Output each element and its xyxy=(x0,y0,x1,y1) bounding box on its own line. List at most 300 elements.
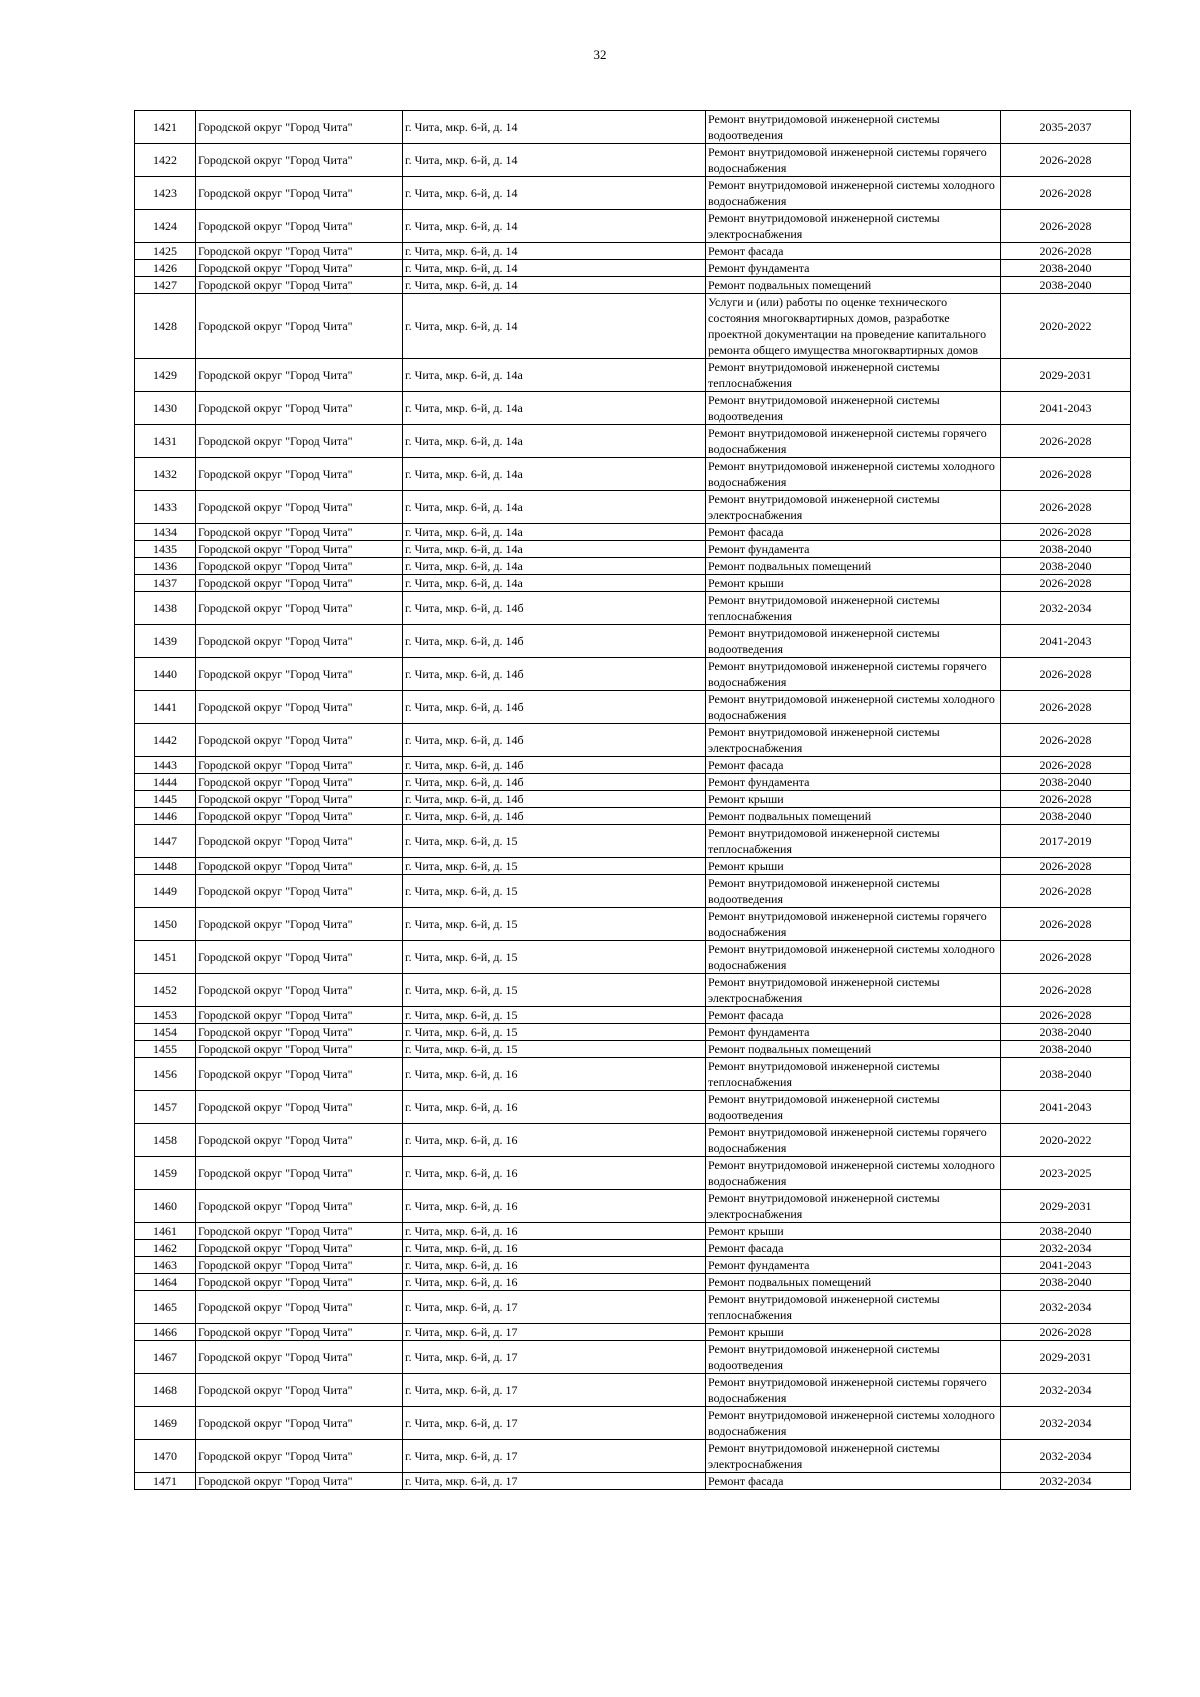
work-type-cell: Ремонт внутридомовой инженерной системы холодного водоснабжения xyxy=(706,1407,1001,1440)
address-cell: г. Чита, мкр. 6-й, д. 14 xyxy=(403,294,706,359)
period-cell: 2026-2028 xyxy=(1001,575,1131,592)
row-number: 1428 xyxy=(135,294,196,359)
municipality-cell: Городской округ "Город Чита" xyxy=(196,625,403,658)
table-row xyxy=(135,1291,1131,1324)
municipality-cell: Городской округ "Город Чита" xyxy=(196,144,403,177)
municipality-cell: Городской округ "Город Чита" xyxy=(196,277,403,294)
row-number: 1429 xyxy=(135,359,196,392)
work-type-cell: Ремонт внутридомовой инженерной системы холодного водоснабжения xyxy=(706,458,1001,491)
work-type-cell: Ремонт подвальных помещений xyxy=(706,277,1001,294)
municipality-cell: Городской округ "Город Чита" xyxy=(196,1157,403,1190)
address-cell: г. Чита, мкр. 6-й, д. 14а xyxy=(403,359,706,392)
work-type-cell: Ремонт фасада xyxy=(706,1240,1001,1257)
table-row xyxy=(135,425,1131,458)
period-cell: 2020-2022 xyxy=(1001,294,1131,359)
address-cell: г. Чита, мкр. 6-й, д. 14б xyxy=(403,724,706,757)
row-number: 1464 xyxy=(135,1274,196,1291)
row-number: 1459 xyxy=(135,1157,196,1190)
period-cell: 2029-2031 xyxy=(1001,1190,1131,1223)
municipality-cell: Городской округ "Город Чита" xyxy=(196,1324,403,1341)
work-type-cell: Ремонт фундамента xyxy=(706,774,1001,791)
work-type-cell: Ремонт подвальных помещений xyxy=(706,808,1001,825)
address-cell: г. Чита, мкр. 6-й, д. 15 xyxy=(403,974,706,1007)
row-number: 1449 xyxy=(135,875,196,908)
period-cell: 2032-2034 xyxy=(1001,1240,1131,1257)
table-row xyxy=(135,1274,1131,1291)
table-row xyxy=(135,1257,1131,1274)
period-cell: 2038-2040 xyxy=(1001,541,1131,558)
row-number: 1436 xyxy=(135,558,196,575)
table-row xyxy=(135,491,1131,524)
address-cell: г. Чита, мкр. 6-й, д. 14 xyxy=(403,260,706,277)
table-row xyxy=(135,791,1131,808)
work-type-cell: Ремонт внутридомовой инженерной системы теплоснабжения xyxy=(706,359,1001,392)
address-cell: г. Чита, мкр. 6-й, д. 14а xyxy=(403,458,706,491)
work-type-cell: Ремонт внутридомовой инженерной системы теплоснабжения xyxy=(706,1291,1001,1324)
municipality-cell: Городской округ "Город Чита" xyxy=(196,974,403,1007)
address-cell: г. Чита, мкр. 6-й, д. 14 xyxy=(403,243,706,260)
municipality-cell: Городской округ "Город Чита" xyxy=(196,1124,403,1157)
work-type-cell: Ремонт внутридомовой инженерной системы водоотведения xyxy=(706,1341,1001,1374)
period-cell: 2041-2043 xyxy=(1001,1257,1131,1274)
row-number: 1448 xyxy=(135,858,196,875)
municipality-cell: Городской округ "Город Чита" xyxy=(196,575,403,592)
period-cell: 2038-2040 xyxy=(1001,277,1131,294)
municipality-cell: Городской округ "Город Чита" xyxy=(196,359,403,392)
work-type-cell: Ремонт фасада xyxy=(706,1007,1001,1024)
row-number: 1453 xyxy=(135,1007,196,1024)
address-cell: г. Чита, мкр. 6-й, д. 15 xyxy=(403,1007,706,1024)
period-cell: 2026-2028 xyxy=(1001,243,1131,260)
table-row xyxy=(135,1374,1131,1407)
period-cell: 2032-2034 xyxy=(1001,592,1131,625)
address-cell: г. Чита, мкр. 6-й, д. 17 xyxy=(403,1440,706,1473)
municipality-cell: Городской округ "Город Чита" xyxy=(196,825,403,858)
row-number: 1422 xyxy=(135,144,196,177)
row-number: 1424 xyxy=(135,210,196,243)
address-cell: г. Чита, мкр. 6-й, д. 14а xyxy=(403,491,706,524)
municipality-cell: Городской округ "Город Чита" xyxy=(196,1440,403,1473)
work-type-cell: Ремонт внутридомовой инженерной системы теплоснабжения xyxy=(706,1058,1001,1091)
row-number: 1471 xyxy=(135,1473,196,1490)
address-cell: г. Чита, мкр. 6-й, д. 15 xyxy=(403,875,706,908)
table-row xyxy=(135,144,1131,177)
municipality-cell: Городской округ "Город Чита" xyxy=(196,1291,403,1324)
address-cell: г. Чита, мкр. 6-й, д. 16 xyxy=(403,1091,706,1124)
work-type-cell: Ремонт внутридомовой инженерной системы водоотведения xyxy=(706,111,1001,144)
table-row xyxy=(135,210,1131,243)
period-cell: 2026-2028 xyxy=(1001,908,1131,941)
table-row xyxy=(135,1041,1131,1058)
address-cell: г. Чита, мкр. 6-й, д. 14б xyxy=(403,808,706,825)
table-row xyxy=(135,691,1131,724)
table-row xyxy=(135,1440,1131,1473)
table-row xyxy=(135,1091,1131,1124)
work-type-cell: Ремонт подвальных помещений xyxy=(706,1274,1001,1291)
period-cell: 2026-2028 xyxy=(1001,458,1131,491)
period-cell: 2035-2037 xyxy=(1001,111,1131,144)
address-cell: г. Чита, мкр. 6-й, д. 14б xyxy=(403,757,706,774)
address-cell: г. Чита, мкр. 6-й, д. 14б xyxy=(403,774,706,791)
period-cell: 2038-2040 xyxy=(1001,1058,1131,1091)
address-cell: г. Чита, мкр. 6-й, д. 16 xyxy=(403,1257,706,1274)
table-row xyxy=(135,1240,1131,1257)
table-row xyxy=(135,625,1131,658)
row-number: 1431 xyxy=(135,425,196,458)
period-cell: 2026-2028 xyxy=(1001,791,1131,808)
row-number: 1457 xyxy=(135,1091,196,1124)
row-number: 1460 xyxy=(135,1190,196,1223)
municipality-cell: Городской округ "Город Чита" xyxy=(196,1041,403,1058)
address-cell: г. Чита, мкр. 6-й, д. 14б xyxy=(403,658,706,691)
address-cell: г. Чита, мкр. 6-й, д. 14 xyxy=(403,111,706,144)
work-type-cell: Ремонт фундамента xyxy=(706,260,1001,277)
table-row xyxy=(135,177,1131,210)
address-cell: г. Чита, мкр. 6-й, д. 15 xyxy=(403,908,706,941)
period-cell: 2026-2028 xyxy=(1001,941,1131,974)
table-row xyxy=(135,294,1131,359)
work-type-cell: Ремонт фасада xyxy=(706,243,1001,260)
period-cell: 2038-2040 xyxy=(1001,1223,1131,1240)
table-row xyxy=(135,1407,1131,1440)
period-cell: 2038-2040 xyxy=(1001,558,1131,575)
municipality-cell: Городской округ "Город Чита" xyxy=(196,1024,403,1041)
municipality-cell: Городской округ "Город Чита" xyxy=(196,1058,403,1091)
municipality-cell: Городской округ "Город Чита" xyxy=(196,658,403,691)
row-number: 1423 xyxy=(135,177,196,210)
municipality-cell: Городской округ "Город Чита" xyxy=(196,757,403,774)
municipality-cell: Городской округ "Город Чита" xyxy=(196,491,403,524)
address-cell: г. Чита, мкр. 6-й, д. 16 xyxy=(403,1240,706,1257)
address-cell: г. Чита, мкр. 6-й, д. 17 xyxy=(403,1341,706,1374)
address-cell: г. Чита, мкр. 6-й, д. 14 xyxy=(403,144,706,177)
municipality-cell: Городской округ "Город Чита" xyxy=(196,260,403,277)
table-row xyxy=(135,458,1131,491)
work-type-cell: Услуги и (или) работы по оценке технического состояния многоквартирных домов, разработке проектной документации на проведение капитального ремонта общего имущества многоквартирных домов xyxy=(706,294,1001,359)
municipality-cell: Городской округ "Город Чита" xyxy=(196,558,403,575)
municipality-cell: Городской округ "Город Чита" xyxy=(196,1257,403,1274)
row-number: 1421 xyxy=(135,111,196,144)
row-number: 1466 xyxy=(135,1324,196,1341)
work-type-cell: Ремонт внутридомовой инженерной системы теплоснабжения xyxy=(706,825,1001,858)
address-cell: г. Чита, мкр. 6-й, д. 17 xyxy=(403,1374,706,1407)
table-row xyxy=(135,359,1131,392)
address-cell: г. Чита, мкр. 6-й, д. 14б xyxy=(403,791,706,808)
work-type-cell: Ремонт внутридомовой инженерной системы электроснабжения xyxy=(706,491,1001,524)
row-number: 1462 xyxy=(135,1240,196,1257)
period-cell: 2026-2028 xyxy=(1001,724,1131,757)
municipality-cell: Городской округ "Город Чита" xyxy=(196,875,403,908)
period-cell: 2038-2040 xyxy=(1001,1024,1131,1041)
row-number: 1440 xyxy=(135,658,196,691)
period-cell: 2026-2028 xyxy=(1001,144,1131,177)
row-number: 1468 xyxy=(135,1374,196,1407)
work-type-cell: Ремонт фасада xyxy=(706,757,1001,774)
period-cell: 2026-2028 xyxy=(1001,858,1131,875)
table-row xyxy=(135,1024,1131,1041)
address-cell: г. Чита, мкр. 6-й, д. 16 xyxy=(403,1190,706,1223)
address-cell: г. Чита, мкр. 6-й, д. 17 xyxy=(403,1407,706,1440)
period-cell: 2032-2034 xyxy=(1001,1407,1131,1440)
municipality-cell: Городской округ "Город Чита" xyxy=(196,808,403,825)
period-cell: 2038-2040 xyxy=(1001,260,1131,277)
row-number: 1434 xyxy=(135,524,196,541)
address-cell: г. Чита, мкр. 6-й, д. 14 xyxy=(403,210,706,243)
period-cell: 2038-2040 xyxy=(1001,1041,1131,1058)
period-cell: 2026-2028 xyxy=(1001,658,1131,691)
municipality-cell: Городской округ "Город Чита" xyxy=(196,111,403,144)
address-cell: г. Чита, мкр. 6-й, д. 15 xyxy=(403,1024,706,1041)
municipality-cell: Городской округ "Город Чита" xyxy=(196,541,403,558)
work-type-cell: Ремонт внутридомовой инженерной системы горячего водоснабжения xyxy=(706,1124,1001,1157)
work-type-cell: Ремонт фундамента xyxy=(706,1024,1001,1041)
row-number: 1456 xyxy=(135,1058,196,1091)
row-number: 1443 xyxy=(135,757,196,774)
work-type-cell: Ремонт внутридомовой инженерной системы электроснабжения xyxy=(706,724,1001,757)
municipality-cell: Городской округ "Город Чита" xyxy=(196,1240,403,1257)
table-row xyxy=(135,1007,1131,1024)
table-row xyxy=(135,277,1131,294)
period-cell: 2041-2043 xyxy=(1001,625,1131,658)
row-number: 1441 xyxy=(135,691,196,724)
table-row xyxy=(135,1473,1131,1490)
municipality-cell: Городской округ "Город Чита" xyxy=(196,908,403,941)
work-type-cell: Ремонт внутридомовой инженерной системы электроснабжения xyxy=(706,210,1001,243)
address-cell: г. Чита, мкр. 6-й, д. 14б xyxy=(403,625,706,658)
municipality-cell: Городской округ "Город Чита" xyxy=(196,1091,403,1124)
table-row xyxy=(135,1190,1131,1223)
period-cell: 2026-2028 xyxy=(1001,177,1131,210)
row-number: 1465 xyxy=(135,1291,196,1324)
address-cell: г. Чита, мкр. 6-й, д. 14а xyxy=(403,392,706,425)
work-type-cell: Ремонт внутридомовой инженерной системы водоотведения xyxy=(706,392,1001,425)
municipality-cell: Городской округ "Город Чита" xyxy=(196,1407,403,1440)
work-type-cell: Ремонт крыши xyxy=(706,575,1001,592)
table-body xyxy=(135,111,1131,1490)
municipality-cell: Городской округ "Город Чита" xyxy=(196,858,403,875)
address-cell: г. Чита, мкр. 6-й, д. 16 xyxy=(403,1157,706,1190)
row-number: 1463 xyxy=(135,1257,196,1274)
work-type-cell: Ремонт крыши xyxy=(706,791,1001,808)
period-cell: 2038-2040 xyxy=(1001,808,1131,825)
municipality-cell: Городской округ "Город Чита" xyxy=(196,177,403,210)
table-row xyxy=(135,392,1131,425)
work-type-cell: Ремонт подвальных помещений xyxy=(706,1041,1001,1058)
table-row xyxy=(135,908,1131,941)
period-cell: 2026-2028 xyxy=(1001,425,1131,458)
municipality-cell: Городской округ "Город Чита" xyxy=(196,791,403,808)
municipality-cell: Городской округ "Город Чита" xyxy=(196,458,403,491)
period-cell: 2026-2028 xyxy=(1001,210,1131,243)
table-row xyxy=(135,875,1131,908)
work-type-cell: Ремонт внутридомовой инженерной системы холодного водоснабжения xyxy=(706,1157,1001,1190)
work-type-cell: Ремонт внутридомовой инженерной системы электроснабжения xyxy=(706,1190,1001,1223)
work-type-cell: Ремонт крыши xyxy=(706,858,1001,875)
work-type-cell: Ремонт внутридомовой инженерной системы водоотведения xyxy=(706,875,1001,908)
table-row xyxy=(135,1223,1131,1240)
work-type-cell: Ремонт фасада xyxy=(706,524,1001,541)
table-row xyxy=(135,260,1131,277)
municipality-cell: Городской округ "Город Чита" xyxy=(196,1190,403,1223)
table-row xyxy=(135,111,1131,144)
table-row xyxy=(135,757,1131,774)
work-type-cell: Ремонт подвальных помещений xyxy=(706,558,1001,575)
address-cell: г. Чита, мкр. 6-й, д. 16 xyxy=(403,1058,706,1091)
address-cell: г. Чита, мкр. 6-й, д. 14а xyxy=(403,575,706,592)
row-number: 1427 xyxy=(135,277,196,294)
row-number: 1467 xyxy=(135,1341,196,1374)
table-row xyxy=(135,524,1131,541)
table-row xyxy=(135,858,1131,875)
work-type-cell: Ремонт внутридомовой инженерной системы теплоснабжения xyxy=(706,592,1001,625)
row-number: 1445 xyxy=(135,791,196,808)
period-cell: 2026-2028 xyxy=(1001,524,1131,541)
table-row xyxy=(135,974,1131,1007)
row-number: 1439 xyxy=(135,625,196,658)
table-row xyxy=(135,243,1131,260)
period-cell: 2032-2034 xyxy=(1001,1440,1131,1473)
period-cell: 2041-2043 xyxy=(1001,1091,1131,1124)
table-row xyxy=(135,825,1131,858)
row-number: 1425 xyxy=(135,243,196,260)
address-cell: г. Чита, мкр. 6-й, д. 14 xyxy=(403,177,706,210)
period-cell: 2038-2040 xyxy=(1001,774,1131,791)
period-cell: 2020-2022 xyxy=(1001,1124,1131,1157)
table-row xyxy=(135,592,1131,625)
period-cell: 2032-2034 xyxy=(1001,1374,1131,1407)
work-type-cell: Ремонт внутридомовой инженерной системы горячего водоснабжения xyxy=(706,425,1001,458)
row-number: 1446 xyxy=(135,808,196,825)
period-cell: 2026-2028 xyxy=(1001,1324,1131,1341)
address-cell: г. Чита, мкр. 6-й, д. 14б xyxy=(403,592,706,625)
municipality-cell: Городской округ "Город Чита" xyxy=(196,392,403,425)
period-cell: 2029-2031 xyxy=(1001,359,1131,392)
period-cell: 2026-2028 xyxy=(1001,974,1131,1007)
row-number: 1452 xyxy=(135,974,196,1007)
table-row xyxy=(135,808,1131,825)
work-type-cell: Ремонт крыши xyxy=(706,1324,1001,1341)
work-type-cell: Ремонт фундамента xyxy=(706,541,1001,558)
municipality-cell: Городской округ "Город Чита" xyxy=(196,1473,403,1490)
work-type-cell: Ремонт внутридомовой инженерной системы горячего водоснабжения xyxy=(706,1374,1001,1407)
row-number: 1438 xyxy=(135,592,196,625)
municipality-cell: Городской округ "Город Чита" xyxy=(196,941,403,974)
period-cell: 2026-2028 xyxy=(1001,491,1131,524)
page-number: 32 xyxy=(593,47,607,62)
municipality-cell: Городской округ "Город Чита" xyxy=(196,294,403,359)
row-number: 1454 xyxy=(135,1024,196,1041)
table-row xyxy=(135,1341,1131,1374)
work-type-cell: Ремонт внутридомовой инженерной системы холодного водоснабжения xyxy=(706,177,1001,210)
address-cell: г. Чита, мкр. 6-й, д. 15 xyxy=(403,825,706,858)
address-cell: г. Чита, мкр. 6-й, д. 14 xyxy=(403,277,706,294)
row-number: 1432 xyxy=(135,458,196,491)
table-row xyxy=(135,941,1131,974)
municipality-cell: Городской округ "Город Чита" xyxy=(196,425,403,458)
period-cell: 2026-2028 xyxy=(1001,757,1131,774)
address-cell: г. Чита, мкр. 6-й, д. 14а xyxy=(403,558,706,575)
address-cell: г. Чита, мкр. 6-й, д. 17 xyxy=(403,1291,706,1324)
period-cell: 2032-2034 xyxy=(1001,1473,1131,1490)
table-row xyxy=(135,541,1131,558)
table-row xyxy=(135,1058,1131,1091)
table-row xyxy=(135,724,1131,757)
work-type-cell: Ремонт внутридомовой инженерной системы водоотведения xyxy=(706,1091,1001,1124)
municipality-cell: Городской округ "Город Чита" xyxy=(196,1274,403,1291)
table-row xyxy=(135,658,1131,691)
address-cell: г. Чита, мкр. 6-й, д. 16 xyxy=(403,1124,706,1157)
municipality-cell: Городской округ "Город Чита" xyxy=(196,1223,403,1240)
table-row xyxy=(135,575,1131,592)
row-number: 1455 xyxy=(135,1041,196,1058)
work-type-cell: Ремонт крыши xyxy=(706,1223,1001,1240)
municipality-cell: Городской округ "Город Чита" xyxy=(196,524,403,541)
municipality-cell: Городской округ "Город Чита" xyxy=(196,774,403,791)
row-number: 1470 xyxy=(135,1440,196,1473)
row-number: 1430 xyxy=(135,392,196,425)
row-number: 1442 xyxy=(135,724,196,757)
municipality-cell: Городской округ "Город Чита" xyxy=(196,1374,403,1407)
municipality-cell: Городской округ "Город Чита" xyxy=(196,1341,403,1374)
work-type-cell: Ремонт внутридомовой инженерной системы холодного водоснабжения xyxy=(706,691,1001,724)
municipality-cell: Городской округ "Город Чита" xyxy=(196,592,403,625)
row-number: 1433 xyxy=(135,491,196,524)
row-number: 1426 xyxy=(135,260,196,277)
municipality-cell: Городской округ "Город Чита" xyxy=(196,691,403,724)
address-cell: г. Чита, мкр. 6-й, д. 17 xyxy=(403,1473,706,1490)
address-cell: г. Чита, мкр. 6-й, д. 16 xyxy=(403,1223,706,1240)
row-number: 1461 xyxy=(135,1223,196,1240)
address-cell: г. Чита, мкр. 6-й, д. 15 xyxy=(403,941,706,974)
table-row xyxy=(135,1157,1131,1190)
municipality-cell: Городской округ "Город Чита" xyxy=(196,243,403,260)
row-number: 1451 xyxy=(135,941,196,974)
work-type-cell: Ремонт внутридомовой инженерной системы электроснабжения xyxy=(706,974,1001,1007)
period-cell: 2026-2028 xyxy=(1001,691,1131,724)
table-row xyxy=(135,1124,1131,1157)
address-cell: г. Чита, мкр. 6-й, д. 14а xyxy=(403,425,706,458)
table-row xyxy=(135,774,1131,791)
work-type-cell: Ремонт внутридомовой инженерной системы электроснабжения xyxy=(706,1440,1001,1473)
municipality-cell: Городской округ "Город Чита" xyxy=(196,724,403,757)
row-number: 1437 xyxy=(135,575,196,592)
row-number: 1469 xyxy=(135,1407,196,1440)
work-type-cell: Ремонт фундамента xyxy=(706,1257,1001,1274)
address-cell: г. Чита, мкр. 6-й, д. 14б xyxy=(403,691,706,724)
row-number: 1447 xyxy=(135,825,196,858)
period-cell: 2026-2028 xyxy=(1001,875,1131,908)
period-cell: 2017-2019 xyxy=(1001,825,1131,858)
work-type-cell: Ремонт фасада xyxy=(706,1473,1001,1490)
address-cell: г. Чита, мкр. 6-й, д. 14а xyxy=(403,541,706,558)
work-type-cell: Ремонт внутридомовой инженерной системы горячего водоснабжения xyxy=(706,144,1001,177)
row-number: 1458 xyxy=(135,1124,196,1157)
municipality-cell: Городской округ "Город Чита" xyxy=(196,1007,403,1024)
period-cell: 2041-2043 xyxy=(1001,392,1131,425)
table-row xyxy=(135,558,1131,575)
period-cell: 2032-2034 xyxy=(1001,1291,1131,1324)
repair-schedule-table xyxy=(134,110,1131,1490)
work-type-cell: Ремонт внутридомовой инженерной системы горячего водоснабжения xyxy=(706,658,1001,691)
work-type-cell: Ремонт внутридомовой инженерной системы водоотведения xyxy=(706,625,1001,658)
period-cell: 2038-2040 xyxy=(1001,1274,1131,1291)
address-cell: г. Чита, мкр. 6-й, д. 14а xyxy=(403,524,706,541)
row-number: 1444 xyxy=(135,774,196,791)
row-number: 1450 xyxy=(135,908,196,941)
row-number: 1435 xyxy=(135,541,196,558)
period-cell: 2026-2028 xyxy=(1001,1007,1131,1024)
period-cell: 2023-2025 xyxy=(1001,1157,1131,1190)
